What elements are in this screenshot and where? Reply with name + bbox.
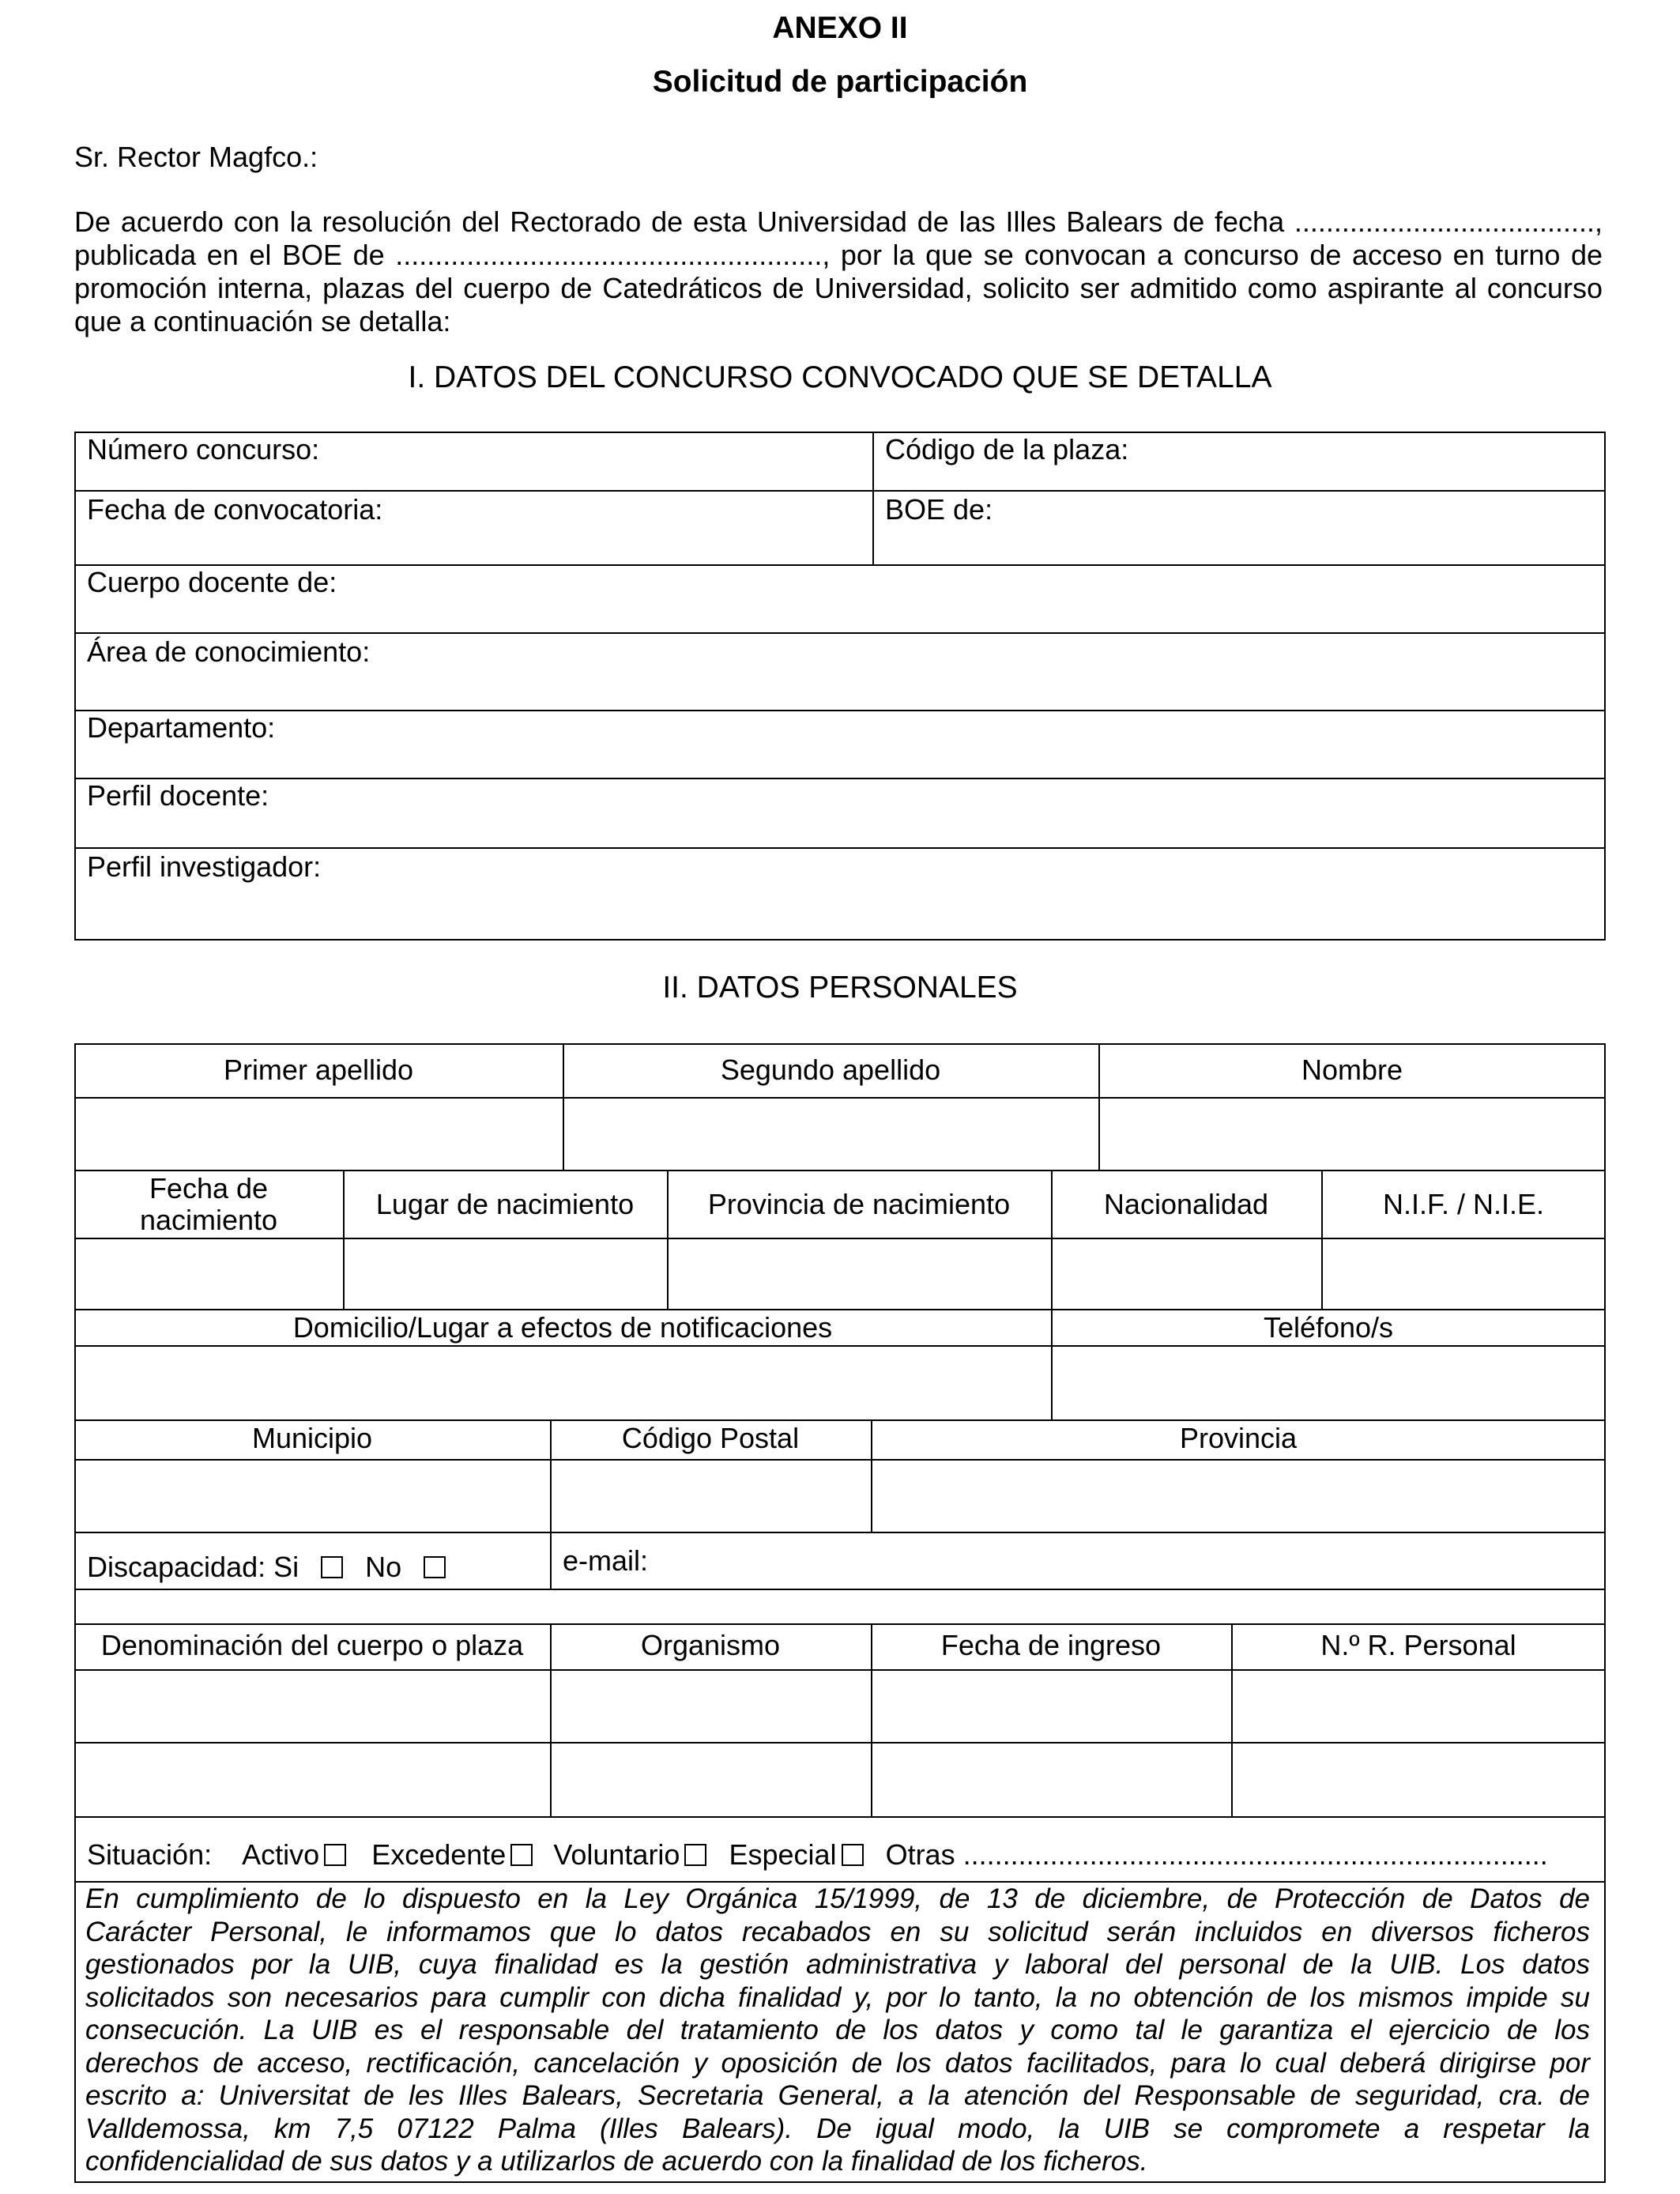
lugar-nacimiento-header: Lugar de nacimiento: [375, 1188, 635, 1220]
fecha-ingreso-header: Fecha de ingreso: [940, 1629, 1162, 1661]
codigo-plaza-field[interactable]: Código de la plaza:: [885, 433, 1129, 466]
divider: [74, 1589, 1606, 1590]
nro-personal-input[interactable]: [1233, 1671, 1604, 1740]
situacion-label: Situación:: [87, 1838, 213, 1871]
primer-apellido-header: Primer apellido: [223, 1054, 414, 1086]
annex-title: ANEXO II: [772, 11, 908, 45]
excedente-checkbox[interactable]: [510, 1844, 533, 1866]
legal-line: En cumplimiento de lo dispuesto en la Ley Orgánica 15/1999, de 13 de diciembre, de Protección de Datos de: [85, 1883, 1590, 1914]
nif-header: N.I.F. / N.I.E.: [1382, 1188, 1545, 1220]
fecha-nacimiento-line1: Fecha de: [149, 1172, 269, 1204]
discapacidad-row: [87, 1551, 446, 1584]
nacionalidad-header: Nacionalidad: [1103, 1188, 1269, 1220]
provincia-input[interactable]: [872, 1461, 1604, 1530]
activo-checkbox[interactable]: [324, 1844, 346, 1866]
nro-personal-input-2[interactable]: [1233, 1744, 1604, 1815]
salutation: Sr. Rector Magfco.:: [74, 141, 318, 173]
especial-checkbox[interactable]: [842, 1844, 864, 1866]
legal-line: Valldemossa, km 7,5 07122 Palma (Illes Balears). De igual modo, la UIB se compromete a respetar la: [85, 2113, 1590, 2144]
fecha-nacimiento-line2: nacimiento: [139, 1204, 278, 1236]
segundo-apellido-header: Segundo apellido: [720, 1054, 941, 1086]
activo-label: Activo: [242, 1838, 320, 1871]
nombre-header: Nombre: [1301, 1054, 1403, 1086]
divider: [74, 1309, 1606, 1310]
divider: [74, 632, 1606, 634]
situacion-row: [87, 1838, 1548, 1872]
voluntario-checkbox[interactable]: [684, 1844, 706, 1866]
excedente-label: Excedente: [371, 1838, 507, 1871]
intro-paragraph: [74, 205, 1603, 338]
nif-input[interactable]: [1323, 1239, 1604, 1307]
intro-line: promoción interna, plazas del cuerpo de Catedráticos de Universidad, solicito ser admitido como aspirante al concurso: [74, 272, 1603, 304]
nombre-input[interactable]: [1100, 1099, 1604, 1168]
numero-concurso-field[interactable]: Número concurso:: [87, 433, 320, 466]
legal-line: Carácter Personal, le informamos que lo datos recabados en su solicitud serán incluidos en diversos ficheros: [85, 1916, 1590, 1947]
area-conocimiento-field[interactable]: Área de conocimiento:: [87, 635, 371, 668]
codigo-postal-input[interactable]: [552, 1461, 869, 1530]
domicilio-header: Domicilio/Lugar a efectos de notificaciones: [292, 1311, 833, 1344]
divider: [872, 432, 874, 564]
fecha-convocatoria-field[interactable]: Fecha de convocatoria:: [87, 493, 383, 526]
otras-field[interactable]: Otras ..........................................................................: [885, 1838, 1548, 1871]
denominacion-input-2[interactable]: [76, 1744, 548, 1815]
telefono-input[interactable]: [1053, 1347, 1604, 1418]
organismo-input[interactable]: [552, 1671, 869, 1740]
legal-line: solicitados son necesarios para cumplir con dicha finalidad y, por lo tanto, la no obtención de los mismos impide su: [85, 1981, 1590, 2013]
discapacidad-no-checkbox[interactable]: [424, 1556, 446, 1578]
domicilio-input[interactable]: [76, 1347, 1049, 1418]
legal-line: derechos de acceso, rectificación, cancelación y oposición de los datos facilitados, para lo cual deberá dirigirse por: [85, 2047, 1590, 2079]
fecha-nacimiento-input[interactable]: [76, 1239, 341, 1307]
nacionalidad-input[interactable]: [1053, 1239, 1320, 1307]
section-1-title: I. DATOS DEL CONCURSO CONVOCADO QUE SE DETALLA: [408, 360, 1272, 394]
telefono-header: Teléfono/s: [1263, 1311, 1394, 1344]
form-subtitle: Solicitud de participación: [652, 65, 1028, 99]
provincia-nacimiento-input[interactable]: [669, 1239, 1049, 1307]
perfil-investigador-field[interactable]: Perfil investigador:: [87, 850, 322, 883]
primer-apellido-input[interactable]: [76, 1099, 561, 1168]
intro-line: publicada en el BOE de ......................................................, por la que se convocan a concurso de acceso en turno de: [74, 239, 1603, 271]
discapacidad-si-checkbox[interactable]: [321, 1556, 343, 1578]
municipio-input[interactable]: [76, 1461, 548, 1530]
intro-line: que a continuación se detalla:: [74, 305, 451, 337]
divider: [74, 1170, 1606, 1171]
fecha-nacimiento-header: [74, 1173, 343, 1236]
data-protection-notice: [85, 1883, 1590, 2178]
provincia-nacimiento-header: Provincia de nacimiento: [707, 1188, 1011, 1220]
perfil-docente-field[interactable]: Perfil docente:: [87, 779, 269, 812]
divider: [74, 710, 1606, 711]
divider: [74, 1532, 1606, 1533]
codigo-postal-header: Código Postal: [621, 1422, 800, 1454]
fecha-ingreso-input-2[interactable]: [872, 1744, 1230, 1815]
organismo-input-2[interactable]: [552, 1744, 869, 1815]
legal-line: confidencialidad de sus datos y a utilizarlos de acuerdo con la finalidad de los ficheros.: [85, 2146, 1148, 2177]
denominacion-input[interactable]: [76, 1671, 548, 1740]
email-field[interactable]: e-mail:: [563, 1544, 649, 1577]
divider: [74, 490, 1606, 492]
departamento-field[interactable]: Departamento:: [87, 711, 276, 744]
divider: [74, 1419, 1606, 1421]
voluntario-label: Voluntario: [553, 1838, 680, 1871]
municipio-header: Municipio: [251, 1422, 373, 1454]
cuerpo-docente-field[interactable]: Cuerpo docente de:: [87, 566, 337, 598]
divider: [74, 1816, 1606, 1818]
discapacidad-no-label: No: [365, 1551, 402, 1583]
especial-label: Especial: [729, 1838, 837, 1871]
denominacion-header: Denominación del cuerpo o plaza: [100, 1629, 524, 1661]
intro-line: De acuerdo con la resolución del Rectorado de esta Universidad de las Illes Balears de fecha ......................................,: [74, 205, 1603, 238]
organismo-header: Organismo: [640, 1629, 781, 1661]
provincia-header: Provincia: [1179, 1422, 1298, 1454]
divider: [74, 1623, 1606, 1625]
boe-field[interactable]: BOE de:: [885, 493, 993, 526]
legal-line: consecución. La UIB es el responsable del tratamiento de los datos y como tal le garantiza el ejercicio de los: [85, 2015, 1590, 2045]
discapacidad-label: Discapacidad: Si: [87, 1551, 299, 1583]
divider: [74, 847, 1606, 849]
segundo-apellido-input[interactable]: [564, 1099, 1097, 1168]
fecha-ingreso-input[interactable]: [872, 1671, 1230, 1740]
divider: [74, 778, 1606, 779]
section-2-title: II. DATOS PERSONALES: [662, 971, 1018, 1005]
legal-line: escrito a: Universitat de les Illes Balears, Secretaria General, a la atención del Responsable de seguridad, cra. de: [85, 2080, 1590, 2111]
lugar-nacimiento-input[interactable]: [345, 1239, 665, 1307]
legal-line: gestionados por la UIB, cuya finalidad es la gestión administrativa y laboral del personal de la UIB. Los datos: [85, 1949, 1590, 1980]
nro-personal-header: N.º R. Personal: [1320, 1629, 1516, 1661]
